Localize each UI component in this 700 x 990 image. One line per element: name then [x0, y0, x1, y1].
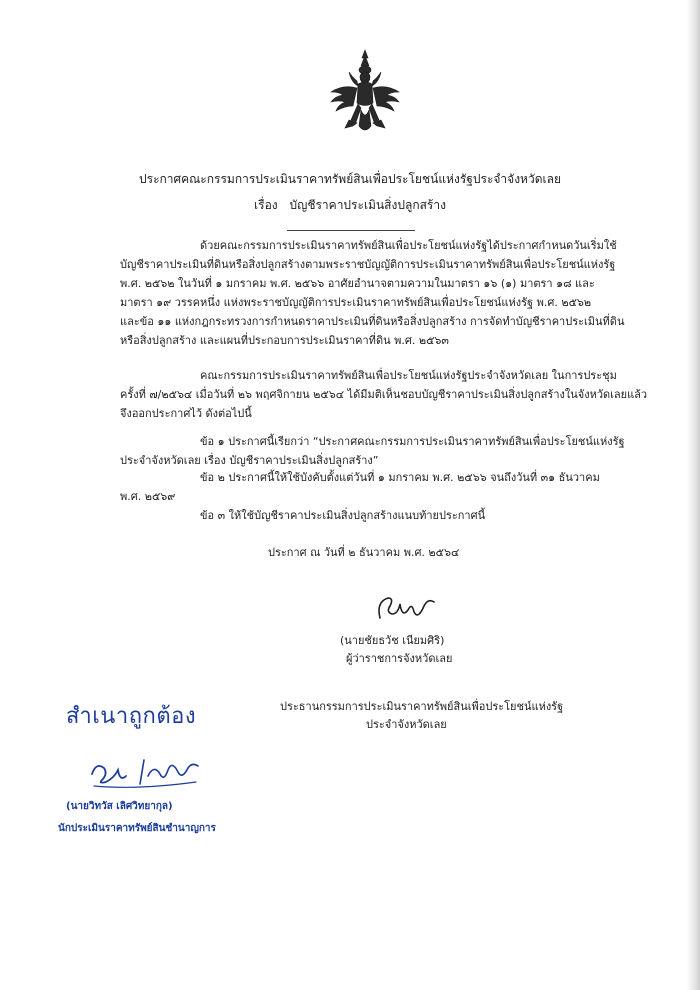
- paragraph-line: และข้อ ๑๑ แห่งกฎกระทรวงการกำหนดราคาประเมินที่ดินหรือสิ่งปลูกสร้าง การจัดทำบัญชีราคาประเมินที่ดิน: [120, 315, 625, 328]
- certifier-signature-icon: [88, 752, 204, 792]
- certified-copy-stamp: สำเนาถูกต้อง: [66, 704, 197, 729]
- paragraph-resolution: [120, 366, 648, 423]
- paragraph-line: ข้อ ๑ ประกาศนี้เรียกว่า “ประกาศคณะกรรมการประเมินราคาทรัพย์สินเพื่อประโยชน์แห่งรัฐ: [200, 435, 625, 448]
- subject-text: บัญชีราคาประเมินสิ่งปลูกสร้าง: [289, 198, 446, 212]
- governor-position: ผู้ว่าราชการจังหวัดเลย: [346, 652, 453, 665]
- paragraph-line: บัญชีราคาประเมินที่ดินหรือสิ่งปลูกสร้างตามพระราชบัญญัติการประเมินราคาทรัพย์สินเพื่อประโยชน์แห่งรัฐ: [120, 258, 616, 271]
- paragraph-line: ข้อ ๓ ให้ใช้บัญชีราคาประเมินสิ่งปลูกสร้างแนบท้ายประกาศนี้: [200, 509, 486, 522]
- chairman-role-line-1: ประธานกรรมการประเมินราคาทรัพย์สินเพื่อประโยชน์แห่งรัฐ: [280, 700, 564, 713]
- certifier-position: นักประเมินราคาทรัพย์สินชำนาญการ: [58, 823, 216, 834]
- paragraph-line: พ.ศ. ๒๕๖๙: [120, 490, 176, 503]
- governor-signature-icon: [372, 592, 442, 626]
- paragraph-line: ด้วยคณะกรรมการประเมินราคาทรัพย์สินเพื่อประโยชน์แห่งรัฐได้ประกาศกำหนดวันเริ่มใช้: [200, 239, 617, 252]
- subject-label: เรื่อง: [254, 198, 278, 212]
- clause-2: [120, 468, 648, 506]
- governor-name: (นายชัยธวัช เนียมศิริ): [340, 634, 445, 647]
- chairman-role-line-2: ประจำจังหวัดเลย: [366, 718, 447, 731]
- document-subject: [0, 198, 700, 212]
- announcement-date: ประกาศ ณ วันที่ ๒ ธันวาคม พ.ศ. ๒๕๖๔: [268, 546, 460, 559]
- page-edge-shadow: [686, 0, 700, 990]
- clause-1: [120, 432, 648, 470]
- title-divider: [287, 230, 415, 231]
- paragraph-line: จึงออกประกาศไว้ ดังต่อไปนี้: [120, 407, 252, 420]
- clause-3: [120, 506, 648, 525]
- paragraph-line: ประจำจังหวัดเลย เรื่อง บัญชีราคาประเมินสิ่งปลูกสร้าง”: [120, 454, 379, 467]
- document-title: ประกาศคณะกรรมการประเมินราคาทรัพย์สินเพื่อประโยชน์แห่งรัฐประจำจังหวัดเลย: [139, 172, 561, 186]
- paragraph-line: ข้อ ๒ ประกาศนี้ให้ใช้บังคับตั้งแต่วันที่ ๑ มกราคม พ.ศ. ๒๕๖๖ จนถึงวันที่ ๓๑ ธันวาคม: [200, 471, 600, 484]
- paragraph-line: ครั้งที่ ๗/๒๕๖๔ เมื่อวันที่ ๒๖ พฤศจิกายน ๒๕๖๔ ได้มีมติเห็นชอบบัญชีราคาประเมินสิ่งปลูกสร้างในจังหวัดเลยแล้ว: [120, 388, 648, 401]
- certifier-name: (นายวิทวัส เลิศวิทยากุล): [66, 801, 173, 812]
- paragraph-line: มาตรา ๑๙ วรรคหนึ่ง แห่งพระราชบัญญัติการประเมินราคาทรัพย์สินเพื่อประโยชน์แห่งรัฐ พ.ศ. ๒๕๖๒: [120, 296, 592, 309]
- garuda-emblem-icon: [325, 48, 405, 138]
- paragraph-preamble: [120, 236, 648, 350]
- paragraph-line: คณะกรรมการประเมินราคาทรัพย์สินเพื่อประโยชน์แห่งรัฐประจำจังหวัดเลย ในการประชุม: [200, 369, 617, 382]
- paragraph-line: หรือสิ่งปลูกสร้าง และแผนที่ประกอบการประเมินราคาที่ดิน พ.ศ. ๒๕๖๓: [120, 334, 449, 347]
- paragraph-line: พ.ศ. ๒๕๖๒ ในวันที่ ๑ มกราคม พ.ศ. ๒๕๖๖ อาศัยอำนาจตามความในมาตรา ๑๖ (๑) มาตรา ๑๘ และ: [120, 277, 595, 290]
